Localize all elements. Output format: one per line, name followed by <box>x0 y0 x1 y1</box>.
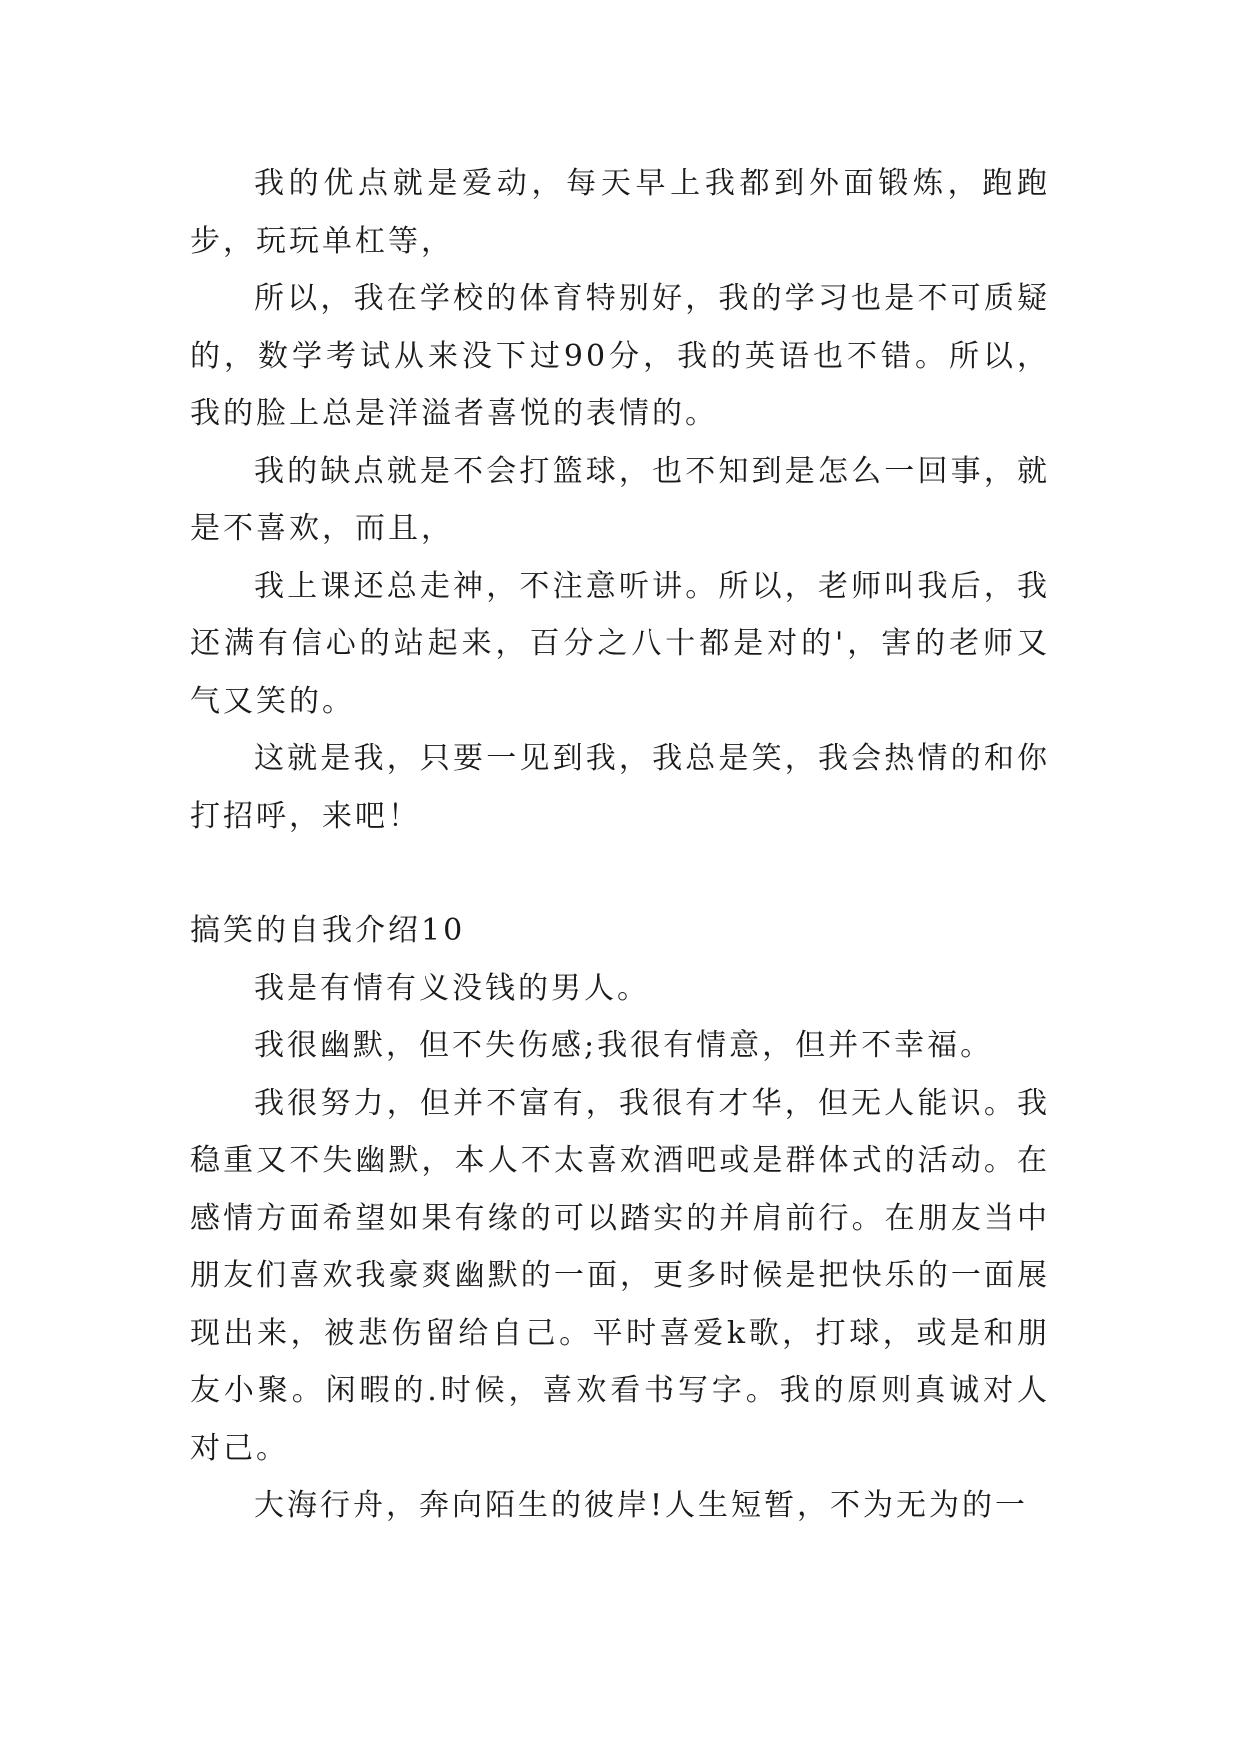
paragraph: 大海行舟，奔向陌生的彼岸!人生短暂，不为无为的一 <box>254 1488 1029 1523</box>
paragraph: 我很努力，但并不富有，我很有才华，但无人能识。我稳重又不失幽默，本人不太喜欢酒吧或是群体式的活动。在感情方面希望如果有缘的可以踏实的并肩前行。在朋友当中朋友们喜欢我豪爽幽默的一面，更多时候是把快乐的一面展现出来，被悲伤留给自己。平时喜爱k歌，打球，或是和朋友小聚。闲暇的.时候，喜欢看书写字。我的原则真诚对人对己。 <box>190 1085 1050 1466</box>
paragraph: 所以，我在学校的体育特别好，我的学习也是不可质疑的，数学考试从来没下过90分，我的英语也不错。所以，我的脸上总是洋溢者喜悦的表情的。 <box>190 281 1050 431</box>
paragraph: 这就是我，只要一见到我，我总是笑，我会热情的和你打招呼，来吧！ <box>190 741 1050 834</box>
paragraph: 我很幽默，但不失伤感;我很有情意，但并不幸福。 <box>254 1028 994 1063</box>
paragraph: 我的缺点就是不会打篮球，也不知到是怎么一回事，就是不喜欢，而且， <box>190 453 1050 546</box>
paragraph: 我上课还总走神，不注意听讲。所以，老师叫我后，我还满有信心的站起来，百分之八十都是对的'，害的老师又气又笑的。 <box>190 568 1050 719</box>
paragraph: 我的优点就是爱动，每天早上我都到外面锻炼，跑跑步，玩玩单杠等， <box>190 166 1050 259</box>
document-body <box>190 155 1050 1535</box>
paragraph: 我是有情有义没钱的男人。 <box>254 970 650 1006</box>
section-heading: 搞笑的自我介绍10 <box>190 913 466 948</box>
